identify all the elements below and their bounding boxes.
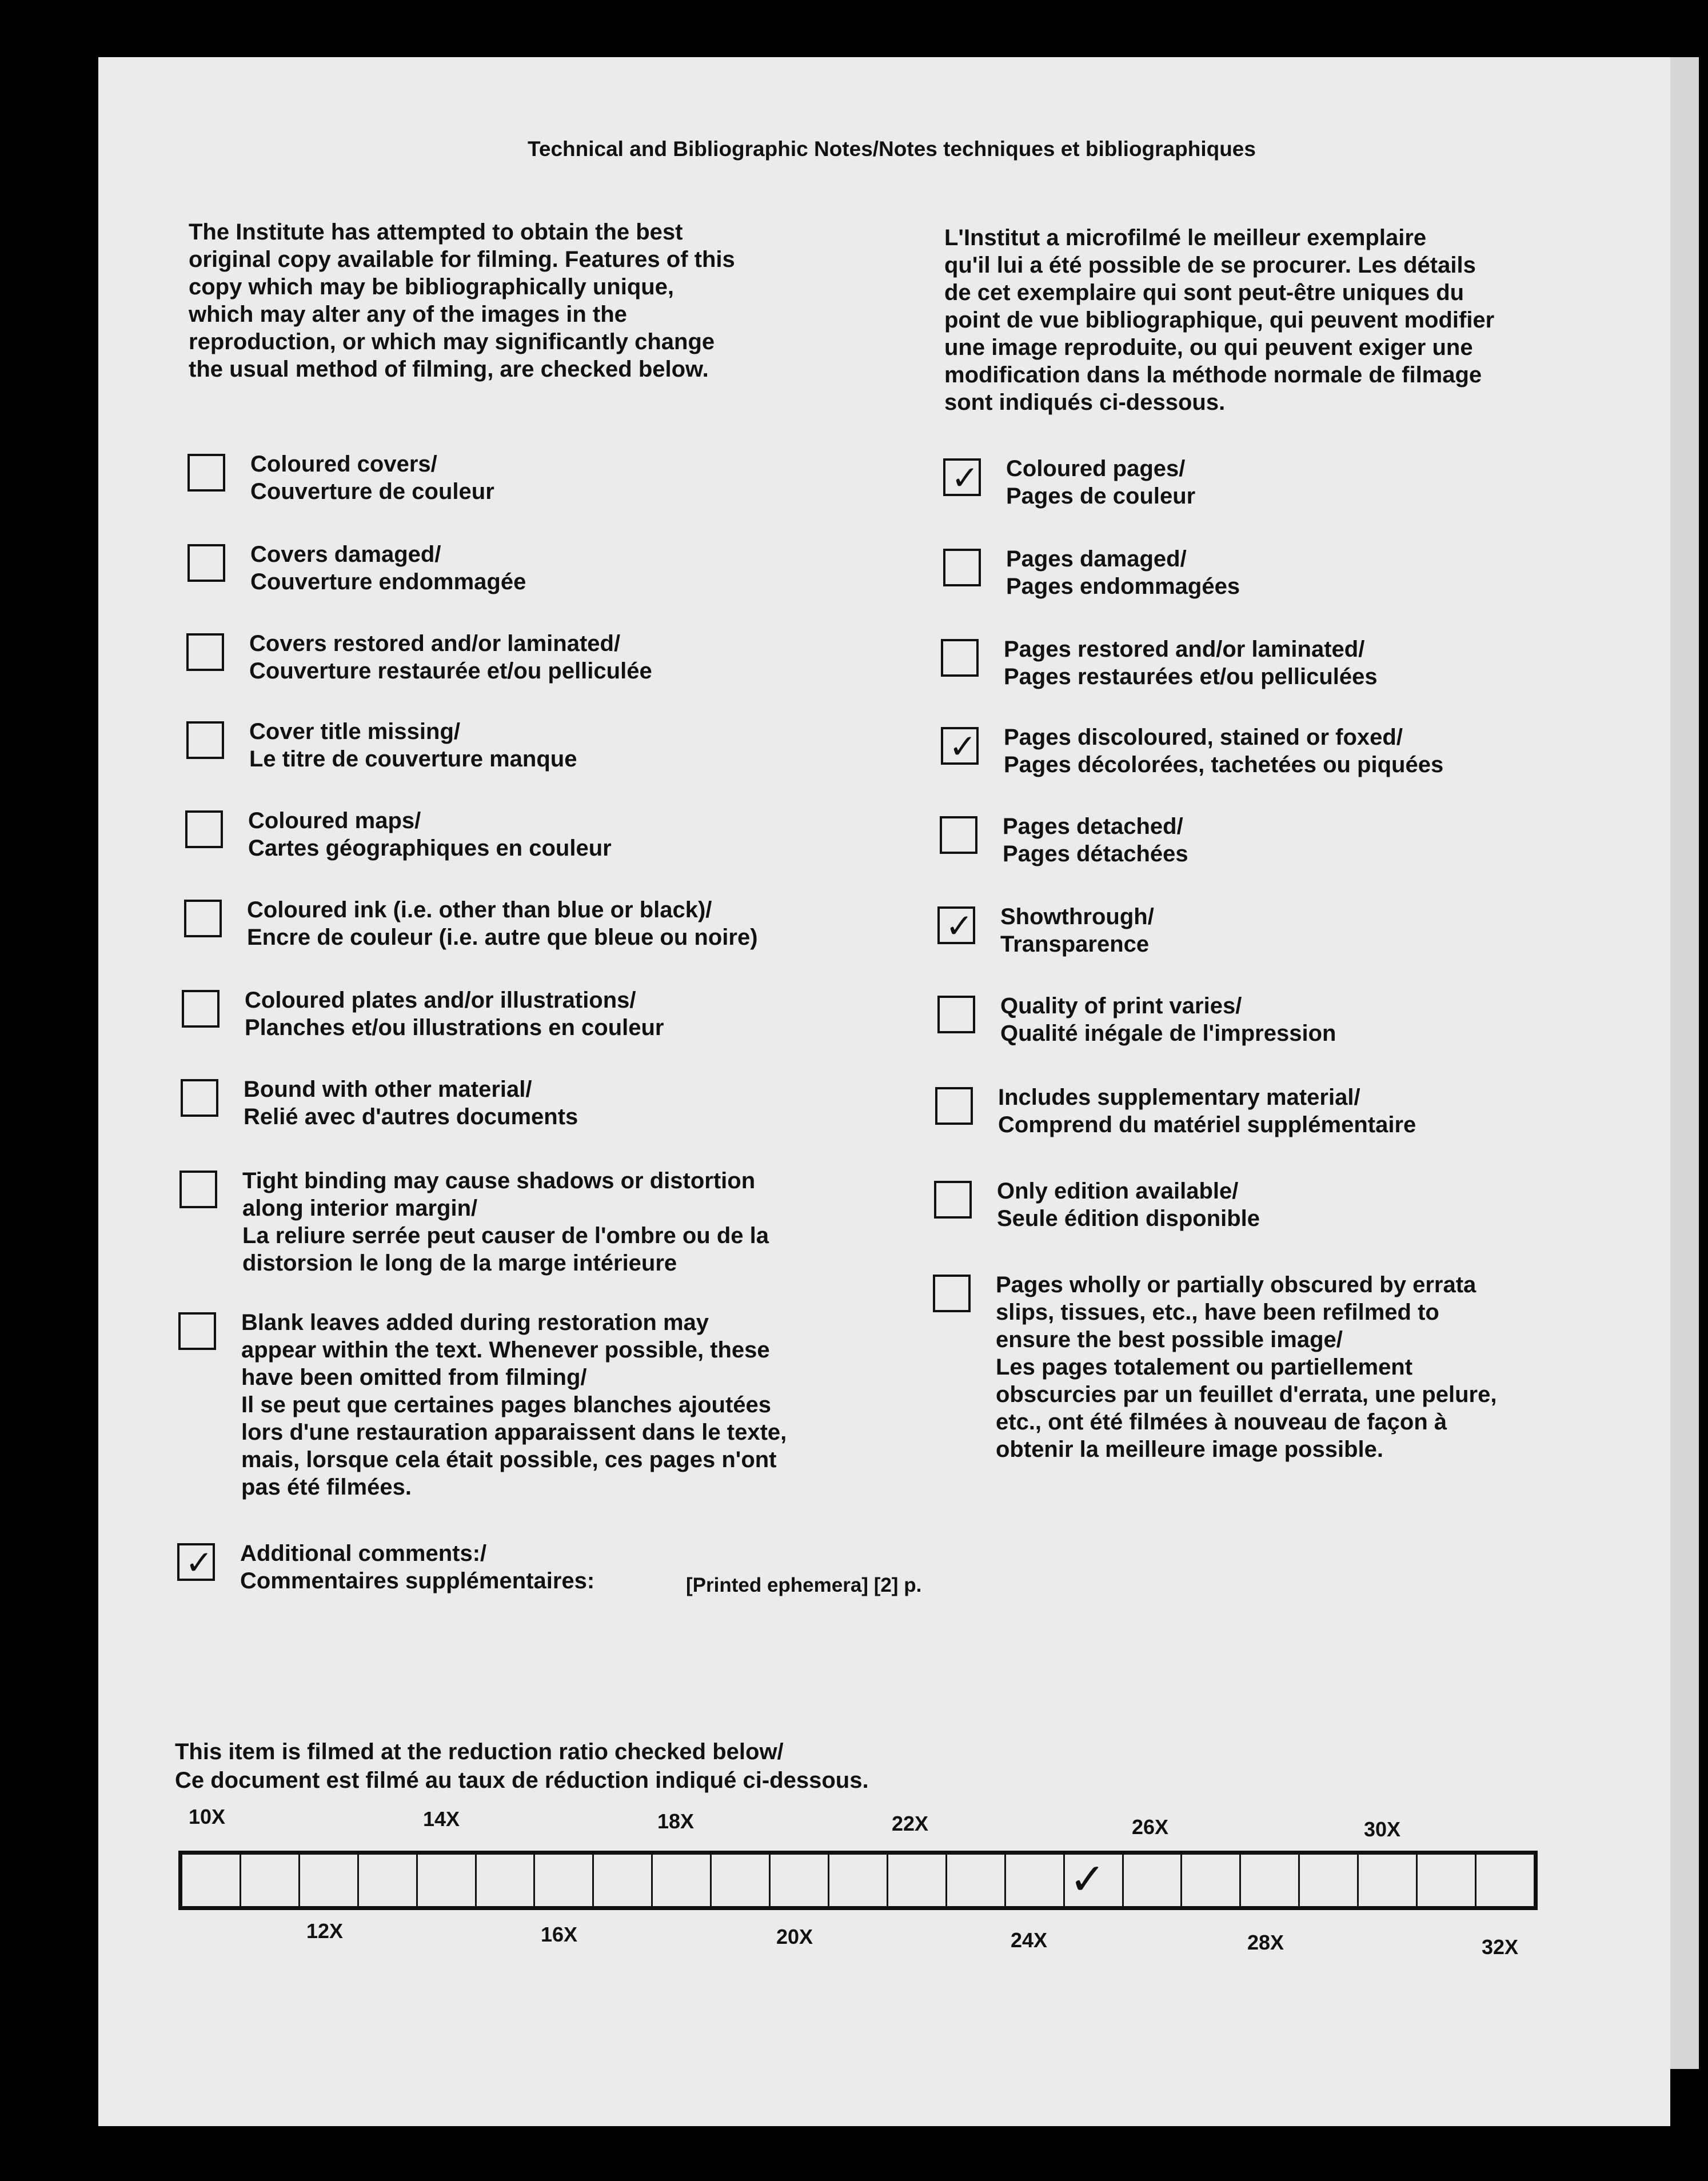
label-line: Il se peut que certaines pages blanches ajoutées [241,1392,772,1417]
ratio-label-top: 30X [1364,1818,1401,1841]
ratio-label-top: 10X [189,1805,226,1828]
label-line: distorsion le long de la marge intérieure [242,1251,677,1276]
intro-line: copy which may be bibliographically unique, [189,274,675,299]
intro-french [944,224,1494,416]
ratio-label-top: 18X [657,1809,695,1833]
label-line: Commentaires supplémentaires: [240,1568,595,1593]
label-line: Couverture restaurée et/ou pelliculée [249,658,652,684]
intro-line: which may alter any of the images in the [189,302,627,327]
label-line: obtenir la meilleure image possible. [996,1437,1383,1462]
label-line: Pages detached/ [1003,814,1183,839]
label-line: Qualité inégale de l'impression [1000,1021,1336,1046]
page-title: Technical and Bibliographic Notes/Notes techniques et bibliographiques [528,137,1256,161]
label-line: La reliure serrée peut causer de l'ombre ou de la [242,1223,769,1248]
label-line: Les pages totalement ou partiellement [996,1355,1413,1380]
checkbox-label [998,1084,1627,1139]
label-line: Pages damaged/ [1006,546,1187,572]
label-line: lors d'une restauration apparaissent dans le texte, [241,1420,787,1445]
ratio-cell[interactable] [241,1855,300,1906]
label-line: Pages wholly or partially obscured by errata [996,1272,1476,1297]
check-mark-icon: ✓ [185,1544,213,1581]
checkbox-label [241,1309,870,1501]
check-mark-icon: ✓ [951,460,979,497]
checkbox-label [247,896,876,951]
check-mark-icon: ✓ [945,908,973,945]
label-line: Pages de couleur [1006,484,1196,509]
label-line: Covers restored and/or laminated/ [249,631,621,656]
label-line: Tight binding may cause shadows or distortion [242,1168,756,1193]
ratio-cell[interactable] [712,1855,771,1906]
label-line: have been omitted from filming/ [241,1365,587,1390]
ratio-label-bottom: 12X [306,1919,344,1943]
intro-line: L'Institut a microfilmé le meilleur exemplaire [944,225,1427,250]
label-line: Only edition available/ [997,1179,1239,1204]
label-line: Pages discoloured, stained or foxed/ [1004,725,1403,750]
ratio-cell[interactable] [1300,1855,1359,1906]
label-line: Cover title missing/ [249,719,460,744]
ratio-cell[interactable] [535,1855,594,1906]
checkbox[interactable] [182,990,220,1028]
checkbox-label [1004,724,1633,778]
ratio-label-bottom: 32X [1482,1935,1519,1959]
ratio-label-top: 26X [1132,1815,1169,1839]
ratio-cell[interactable] [1006,1855,1065,1906]
checkbox[interactable] [186,721,224,759]
label-line: Comprend du matériel supplémentaire [998,1112,1416,1137]
label-line: appear within the text. Whenever possible, these [241,1337,770,1363]
ratio-label-bottom: 16X [541,1923,578,1946]
label-line: Couverture de couleur [250,479,494,504]
label-line: Coloured covers/ [250,452,437,477]
checkbox-label [242,1167,871,1277]
label-line: Coloured pages/ [1006,456,1186,481]
reduction-ratio-grid [178,1851,1538,1910]
checkbox-label [997,1177,1626,1232]
label-line: Encre de couleur (i.e. autre que bleue ou noire) [247,925,758,950]
label-line: Coloured plates and/or illustrations/ [245,988,636,1013]
checkbox-label [1006,545,1635,600]
checkbox-label [248,807,877,862]
ratio-label-bottom: 24X [1011,1928,1048,1952]
checkbox-label [244,1076,872,1131]
label-line: Pages décolorées, tachetées ou piquées [1004,752,1444,777]
intro-line: The Institute has attempted to obtain the best [189,219,683,245]
checkbox[interactable] [941,639,979,677]
ratio-cell[interactable] [947,1855,1006,1906]
label-line: Cartes géographiques en couleur [248,836,612,861]
ratio-cell[interactable] [653,1855,712,1906]
ratio-label-bottom: 20X [776,1925,813,1948]
ratio-label-top: 14X [423,1807,460,1831]
label-line: Includes supplementary material/ [998,1085,1360,1110]
ratio-cell[interactable] [1124,1855,1183,1906]
reduction-ratio-text [175,1737,869,1795]
label-line: Seule édition disponible [997,1206,1260,1231]
label-line: Pages restaurées et/ou pelliculées [1004,664,1378,689]
intro-line: modification dans la méthode normale de filmage [944,362,1482,388]
label-line: Quality of print varies/ [1000,993,1242,1018]
checkbox-label [1006,455,1635,510]
label-line: Pages restored and/or laminated/ [1004,637,1365,662]
checkbox[interactable] [181,1079,218,1117]
checkbox[interactable] [187,544,225,582]
checkbox-label [250,450,879,505]
intro-line: une image reproduite, ou qui peuvent exiger une [944,335,1473,360]
label-line: along interior margin/ [242,1196,478,1221]
ratio-cell[interactable] [1241,1855,1300,1906]
ratio-cell[interactable] [300,1855,359,1906]
ratio-cell[interactable] [1418,1855,1476,1906]
ratio-cell[interactable] [1359,1855,1418,1906]
checkbox[interactable] [185,810,223,848]
label-line: Coloured maps/ [248,808,421,833]
checkbox[interactable] [186,633,224,671]
ratio-cell[interactable] [477,1855,536,1906]
additional-comment-value: [Printed ephemera] [2] p. [686,1574,922,1596]
checkbox-label [996,1271,1625,1463]
label-line: Blank leaves added during restoration may [241,1310,709,1335]
checkbox[interactable] [178,1312,216,1350]
ratio-cell[interactable] [182,1855,241,1906]
checkbox-label [1000,992,1629,1047]
label-line: Covers damaged/ [250,542,441,567]
ratio-cell[interactable] [829,1855,888,1906]
checkbox[interactable] [935,1087,973,1125]
label-line: Couverture endommagée [250,569,526,594]
check-mark-icon: ✓ [949,728,977,765]
label-line: Planches et/ou illustrations en couleur [245,1015,664,1040]
checkbox[interactable] [933,1275,971,1312]
label-line: Pages endommagées [1006,574,1240,599]
label-line: Pages détachées [1003,841,1188,866]
label-line: etc., ont été filmées à nouveau de façon à [996,1409,1447,1435]
intro-line: point de vue bibliographique, qui peuvent modifier [944,307,1495,333]
checkbox[interactable] [187,454,225,492]
checkbox[interactable] [943,549,981,586]
checkbox[interactable] [937,996,975,1033]
label-line: Showthrough/ [1000,904,1154,929]
checkbox-label [1003,813,1631,868]
checkbox-label [250,541,879,596]
label-line: Additional comments:/ [240,1541,487,1566]
intro-line: qu'il lui a été possible de se procurer. Les détails [944,253,1476,278]
intro-line: sont indiqués ci-dessous. [944,390,1226,415]
ratio-cell[interactable] [1182,1855,1241,1906]
label-line: Transparence [1000,932,1150,957]
ratio-cell[interactable] [771,1855,829,1906]
ratio-text-line: This item is filmed at the reduction ratio checked below/ [175,1739,784,1764]
intro-line: de cet exemplaire qui sont peut-être uniques du [944,280,1464,305]
checkbox[interactable] [940,816,977,854]
label-line: slips, tissues, etc., have been refilmed to [996,1300,1439,1325]
checkbox-label [249,630,878,685]
checkbox-label [1000,903,1629,958]
checkbox-label [1004,636,1633,690]
label-line: Le titre de couverture manque [249,746,577,772]
label-line: Bound with other material/ [244,1077,532,1102]
checkbox[interactable] [937,906,975,944]
ratio-text-line: Ce document est filmé au taux de réduction indiqué ci-dessous. [175,1768,869,1793]
checkbox[interactable] [934,1181,972,1219]
checkbox[interactable] [184,900,222,937]
ratio-cell[interactable] [594,1855,653,1906]
checkbox-label [245,986,873,1041]
intro-line: original copy available for filming. Features of this [189,247,735,272]
intro-english [189,218,735,383]
ratio-cell[interactable] [1476,1855,1534,1906]
intro-line: the usual method of filming, are checked below. [189,357,709,382]
label-line: ensure the best possible image/ [996,1327,1343,1352]
ratio-label-bottom: 28X [1247,1931,1284,1954]
label-line: Coloured ink (i.e. other than blue or black)/ [247,897,712,922]
checkbox[interactable] [177,1543,215,1581]
page-edge-strip [1670,57,1699,2069]
label-line: obscurcies par un feuillet d'errata, une pelure, [996,1382,1497,1407]
ratio-cell[interactable] [888,1855,947,1906]
ratio-label-top: 22X [892,1812,929,1835]
checkbox[interactable] [179,1171,217,1208]
checkbox[interactable] [941,727,979,765]
checkbox-label [249,718,878,773]
ratio-cell[interactable] [359,1855,418,1906]
ratio-cell[interactable] [418,1855,477,1906]
intro-line: reproduction, or which may significantly change [189,329,715,354]
check-mark-icon: ✓ [1069,1855,1106,1904]
label-line: mais, lorsque cela était possible, ces pages n'ont [241,1447,777,1472]
checkbox[interactable] [943,458,981,496]
label-line: Relié avec d'autres documents [244,1104,578,1129]
label-line: pas été filmées. [241,1475,412,1500]
ratio-cell[interactable] [1065,1855,1124,1906]
